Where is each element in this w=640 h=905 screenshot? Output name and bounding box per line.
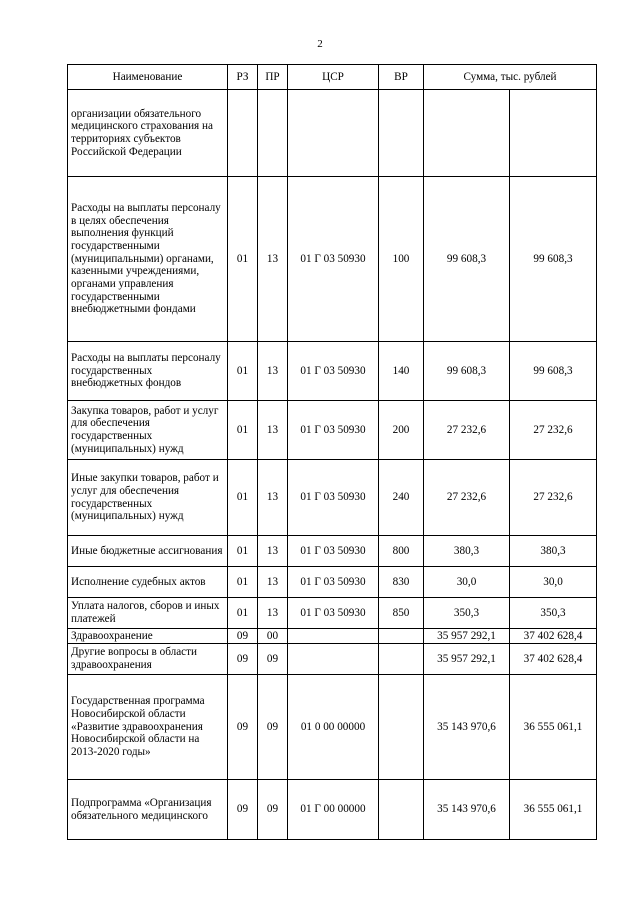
cell-sum-1: 350,3 [424,598,510,629]
table-row [68,675,597,780]
cell-csr: 01 Г 03 50930 [288,460,379,536]
cell-pr: 09 [258,675,288,780]
cell-pr [258,90,288,177]
cell-sum-1: 35 957 292,1 [424,644,510,675]
cell-name: Иные закупки товаров, работ и услуг для обеспечения государственных (муниципальных) нужд [68,460,228,536]
cell-pr: 13 [258,536,288,567]
table-row [68,536,597,567]
cell-sum-2: 99 608,3 [510,342,597,401]
cell-sum-2: 27 232,6 [510,460,597,536]
table-row [68,90,597,177]
cell-sum-2: 37 402 628,4 [510,644,597,675]
cell-name: Государственная программа Новосибирской области «Развитие здравоохранения Новосибирской области на 2013-2020 годы» [68,675,228,780]
cell-rz [228,90,258,177]
cell-vr: 850 [379,598,424,629]
cell-csr: 01 Г 03 50930 [288,401,379,460]
header-rz: РЗ [228,65,258,90]
cell-csr: 01 Г 03 50930 [288,598,379,629]
cell-rz: 09 [228,675,258,780]
cell-rz: 01 [228,598,258,629]
cell-sum-1: 27 232,6 [424,460,510,536]
header-sum: Сумма, тыс. рублей [424,65,597,90]
table-row [68,401,597,460]
cell-pr: 13 [258,598,288,629]
cell-sum-1: 35 143 970,6 [424,675,510,780]
cell-sum-1: 30,0 [424,567,510,598]
cell-pr: 13 [258,177,288,342]
cell-csr [288,629,379,644]
table-row [68,629,597,644]
cell-rz: 09 [228,644,258,675]
cell-vr: 200 [379,401,424,460]
cell-csr: 01 Г 03 50930 [288,177,379,342]
cell-vr [379,780,424,840]
cell-pr: 13 [258,567,288,598]
cell-name: Исполнение судебных актов [68,567,228,598]
cell-name: Закупка товаров, работ и услуг для обеспечения государственных (муниципальных) нужд [68,401,228,460]
cell-csr: 01 Г 00 00000 [288,780,379,840]
table-row [68,598,597,629]
cell-pr: 13 [258,342,288,401]
cell-vr [379,675,424,780]
cell-vr [379,629,424,644]
cell-pr: 09 [258,780,288,840]
table-row [68,567,597,598]
cell-pr: 09 [258,644,288,675]
cell-sum-1: 35 957 292,1 [424,629,510,644]
cell-sum-2: 350,3 [510,598,597,629]
cell-sum-1: 99 608,3 [424,177,510,342]
header-row [68,65,597,90]
cell-name: Подпрограмма «Организация обязательного медицинского [68,780,228,840]
cell-vr: 800 [379,536,424,567]
cell-sum-2: 36 555 061,1 [510,780,597,840]
cell-rz: 01 [228,460,258,536]
cell-sum-1: 99 608,3 [424,342,510,401]
budget-table [67,64,597,840]
table-row [68,644,597,675]
cell-csr: 01 Г 03 50930 [288,567,379,598]
cell-rz: 01 [228,401,258,460]
cell-vr: 100 [379,177,424,342]
cell-vr [379,644,424,675]
cell-sum-2: 27 232,6 [510,401,597,460]
cell-csr: 01 Г 03 50930 [288,342,379,401]
cell-sum-2: 380,3 [510,536,597,567]
cell-sum-2: 37 402 628,4 [510,629,597,644]
cell-csr [288,644,379,675]
table-row [68,342,597,401]
cell-pr: 13 [258,460,288,536]
header-csr: ЦСР [288,65,379,90]
cell-sum-1: 27 232,6 [424,401,510,460]
cell-sum-1: 35 143 970,6 [424,780,510,840]
cell-rz: 01 [228,342,258,401]
cell-rz: 09 [228,780,258,840]
cell-sum-1 [424,90,510,177]
cell-csr [288,90,379,177]
cell-rz: 01 [228,177,258,342]
cell-pr: 13 [258,401,288,460]
cell-name: Иные бюджетные ассигнования [68,536,228,567]
cell-vr: 140 [379,342,424,401]
header-pr: ПР [258,65,288,90]
cell-csr: 01 Г 03 50930 [288,536,379,567]
cell-name: Расходы на выплаты персоналу в целях обеспечения выполнения функций государственными (муниципальными) органами, казенными учреждениями, органами управления государственными внебюджетными фондами [68,177,228,342]
cell-sum-2 [510,90,597,177]
table-row [68,780,597,840]
cell-name: Уплата налогов, сборов и иных платежей [68,598,228,629]
cell-vr: 240 [379,460,424,536]
page-number: 2 [317,38,323,50]
table-row [68,177,597,342]
cell-pr: 00 [258,629,288,644]
header-vr: ВР [379,65,424,90]
cell-name: Другие вопросы в области здравоохранения [68,644,228,675]
table-row [68,460,597,536]
cell-rz: 09 [228,629,258,644]
cell-name: Расходы на выплаты персоналу государственных внебюджетных фондов [68,342,228,401]
cell-sum-2: 99 608,3 [510,177,597,342]
cell-csr: 01 0 00 00000 [288,675,379,780]
cell-sum-2: 30,0 [510,567,597,598]
header-name: Наименование [68,65,228,90]
cell-rz: 01 [228,567,258,598]
cell-sum-1: 380,3 [424,536,510,567]
cell-vr: 830 [379,567,424,598]
cell-vr [379,90,424,177]
cell-name: организации обязательного медицинского страхования на территориях субъектов Российской Федерации [68,90,228,177]
cell-rz: 01 [228,536,258,567]
cell-name: Здравоохранение [68,629,228,644]
cell-sum-2: 36 555 061,1 [510,675,597,780]
